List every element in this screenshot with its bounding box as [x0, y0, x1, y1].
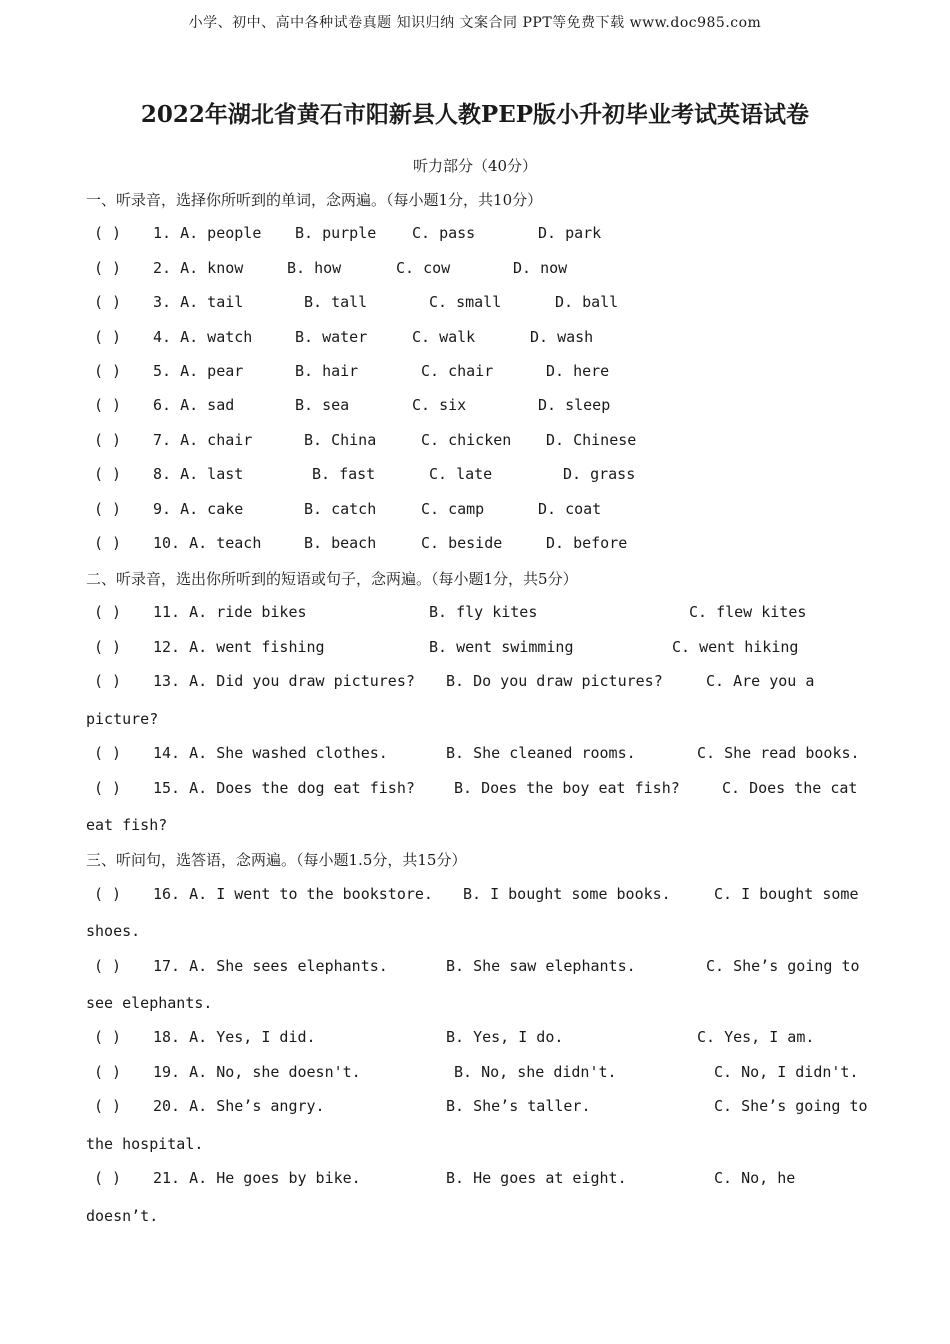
answer-blank[interactable]: ( ) [94, 224, 122, 242]
option-d: D. wash [530, 328, 594, 346]
option-a: 1. A. people [153, 224, 262, 242]
answer-blank[interactable]: ( ) [94, 259, 122, 277]
option-a: 4. A. watch [153, 328, 253, 346]
option-c: C. Yes, I am. [697, 1028, 815, 1046]
option-b: B. went swimming [429, 638, 574, 656]
option-b: B. fly kites [429, 603, 538, 621]
option-a: 10. A. teach [153, 534, 262, 552]
option-a: 8. A. last [153, 465, 244, 483]
option-c: C. She read books. [697, 744, 860, 762]
option-b: B. Do you draw pictures? [446, 672, 663, 690]
option-a: 18. A. Yes, I did. [153, 1028, 316, 1046]
answer-blank[interactable]: ( ) [94, 431, 122, 449]
option-a: 2. A. know [153, 259, 244, 277]
section-subtitle: 听力部分（40分） [412, 157, 538, 175]
option-a: 3. A. tail [153, 293, 244, 311]
option-a: 6. A. sad [153, 396, 235, 414]
answer-blank[interactable]: ( ) [94, 500, 122, 518]
option-c: C. beside [421, 534, 503, 552]
answer-blank[interactable]: ( ) [94, 362, 122, 380]
option-c: C. No, I didn't. [714, 1063, 859, 1081]
option-c: C. cow [396, 259, 451, 277]
option-c: C. six [412, 396, 467, 414]
option-a: 21. A. He goes by bike. [153, 1169, 361, 1187]
option-a: 7. A. chair [153, 431, 253, 449]
option-c: C. Are you a [706, 672, 815, 690]
option-continuation: doesn’t. [86, 1207, 159, 1225]
option-a: 19. A. No, she doesn't. [153, 1063, 361, 1081]
option-b: B. how [287, 259, 342, 277]
option-b: B. Yes, I do. [446, 1028, 564, 1046]
option-a: 9. A. cake [153, 500, 244, 518]
answer-blank[interactable]: ( ) [94, 885, 122, 903]
option-b: B. hair [295, 362, 359, 380]
answer-blank[interactable]: ( ) [94, 957, 122, 975]
header-banner: 小学、初中、高中各种试卷真题 知识归纳 文案合同 PPT等免费下载 www.doc985.com [188, 15, 762, 31]
answer-blank[interactable]: ( ) [94, 603, 122, 621]
section-heading: 二、听录音，选出你所听到的短语或句子，念两遍。（每小题1分，共5分） [86, 570, 578, 588]
option-b: B. She’s taller. [446, 1097, 591, 1115]
answer-blank[interactable]: ( ) [94, 534, 122, 552]
option-b: B. purple [295, 224, 377, 242]
option-b: B. She cleaned rooms. [446, 744, 636, 762]
exam-title: 2022年湖北省黄石市阳新县人教PEP版小升初毕业考试英语试卷 [140, 101, 810, 128]
section-heading: 三、听问句，选答语，念两遍。（每小题1.5分，共15分） [86, 851, 467, 869]
answer-blank[interactable]: ( ) [94, 293, 122, 311]
option-b: B. She saw elephants. [446, 957, 636, 975]
option-b: B. I bought some books. [463, 885, 671, 903]
answer-blank[interactable]: ( ) [94, 779, 122, 797]
option-continuation: picture? [86, 710, 159, 728]
option-d: D. here [546, 362, 610, 380]
answer-blank[interactable]: ( ) [94, 396, 122, 414]
answer-blank[interactable]: ( ) [94, 672, 122, 690]
option-b: B. water [295, 328, 368, 346]
option-c: C. She’s going to [714, 1097, 868, 1115]
option-b: B. No, she didn't. [454, 1063, 617, 1081]
option-c: C. pass [412, 224, 476, 242]
option-a: 11. A. ride bikes [153, 603, 307, 621]
option-a: 5. A. pear [153, 362, 244, 380]
option-a: 20. A. She’s angry. [153, 1097, 325, 1115]
option-a: 13. A. Did you draw pictures? [153, 672, 415, 690]
option-c: C. flew kites [689, 603, 807, 621]
option-continuation: eat fish? [86, 816, 168, 834]
option-b: B. tall [304, 293, 368, 311]
option-a: 14. A. She washed clothes. [153, 744, 388, 762]
option-d: D. now [513, 259, 568, 277]
option-c: C. small [429, 293, 502, 311]
option-b: B. fast [312, 465, 376, 483]
option-d: D. Chinese [546, 431, 637, 449]
option-d: D. ball [555, 293, 619, 311]
option-c: C. She’s going to [706, 957, 860, 975]
option-c: C. I bought some [714, 885, 859, 903]
option-b: B. He goes at eight. [446, 1169, 627, 1187]
option-a: 15. A. Does the dog eat fish? [153, 779, 415, 797]
option-c: C. late [429, 465, 493, 483]
answer-blank[interactable]: ( ) [94, 1063, 122, 1081]
answer-blank[interactable]: ( ) [94, 638, 122, 656]
option-continuation: see elephants. [86, 994, 213, 1012]
option-c: C. chair [421, 362, 494, 380]
answer-blank[interactable]: ( ) [94, 465, 122, 483]
answer-blank[interactable]: ( ) [94, 744, 122, 762]
answer-blank[interactable]: ( ) [94, 1028, 122, 1046]
option-b: B. catch [304, 500, 377, 518]
option-a: 17. A. She sees elephants. [153, 957, 388, 975]
option-b: B. China [304, 431, 377, 449]
answer-blank[interactable]: ( ) [94, 328, 122, 346]
option-d: D. sleep [538, 396, 611, 414]
option-c: C. went hiking [672, 638, 799, 656]
option-a: 12. A. went fishing [153, 638, 325, 656]
option-d: D. before [546, 534, 628, 552]
answer-blank[interactable]: ( ) [94, 1097, 122, 1115]
answer-blank[interactable]: ( ) [94, 1169, 122, 1187]
option-c: C. chicken [421, 431, 512, 449]
option-a: 16. A. I went to the bookstore. [153, 885, 433, 903]
option-d: D. grass [563, 465, 636, 483]
option-continuation: the hospital. [86, 1135, 204, 1153]
option-b: B. beach [304, 534, 377, 552]
option-b: B. Does the boy eat fish? [454, 779, 680, 797]
option-d: D. coat [538, 500, 602, 518]
option-c: C. camp [421, 500, 485, 518]
option-c: C. No, he [714, 1169, 796, 1187]
section-heading: 一、听录音，选择你所听到的单词，念两遍。（每小题1分，共10分） [86, 191, 543, 209]
option-d: D. park [538, 224, 602, 242]
option-continuation: shoes. [86, 922, 141, 940]
option-c: C. Does the cat [722, 779, 858, 797]
option-c: C. walk [412, 328, 476, 346]
option-b: B. sea [295, 396, 350, 414]
